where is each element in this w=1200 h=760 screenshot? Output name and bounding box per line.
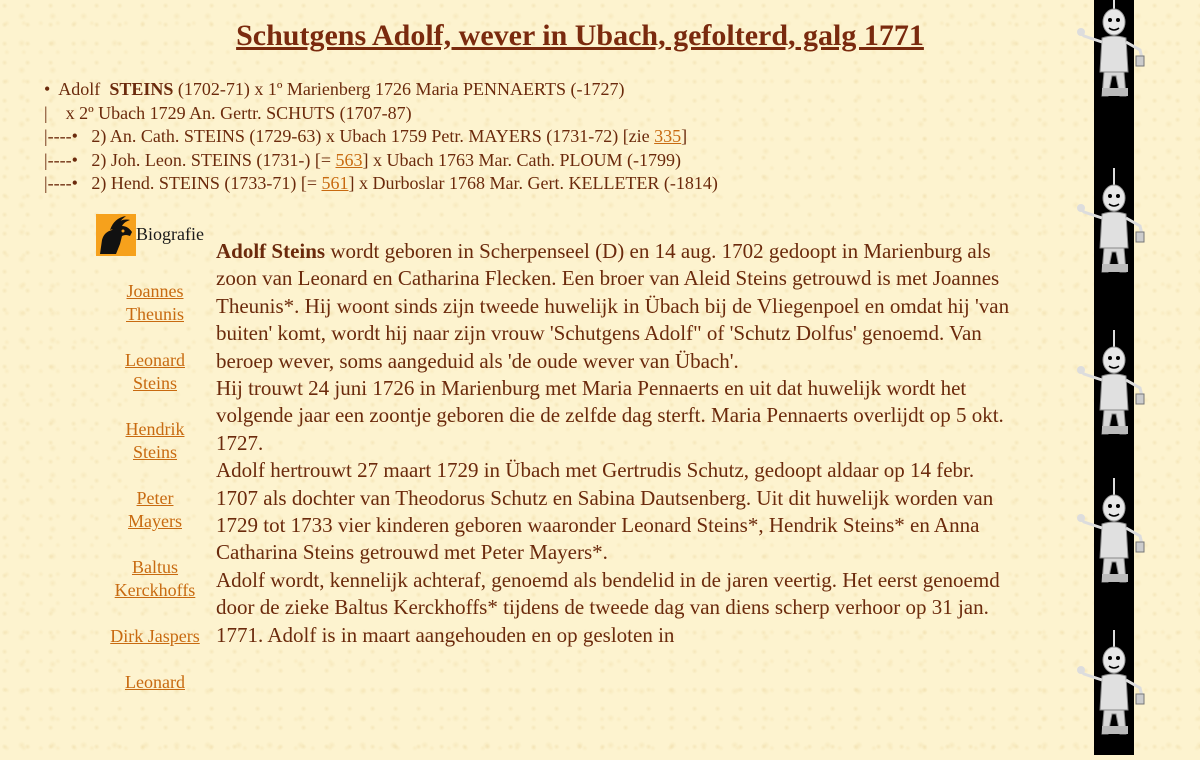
genealogy-text: ] x Ubach 1763 Mar. Cath. PLOUM (-1799) [362,149,681,170]
biography-paragraph: Adolf hertrouwt 27 maart 1729 in Übach met Gertrudis Schutz, gedoopt aldaar op 14 febr. 1707 als dochter van Theodorus Schutz en Sabina Dautsenberg. Uit dit huwelijk worden van 1729 tot 1733 vier kinderen geboren waaronder Leonard Steins*, Hendrik Steins* en Anna Catharina Steins getrouwd met Peter Mayers*. [216,458,994,565]
sidebar-link-baltus-kerckhoffs[interactable] [100,556,210,602]
gallows-figure-icon [1076,168,1148,293]
sidebar-link-line: Mayers [128,511,182,531]
genealogy-text: ] [681,126,688,146]
genealogy-text: • Adolf [44,79,110,99]
genealogy-tree [44,78,718,196]
biografie-header [96,214,214,256]
biography-subject-name: Adolf Steins [216,239,326,263]
genealogy-ref-link[interactable]: 335 [654,126,682,146]
sidebar-link-line: Steins [132,373,177,393]
genealogy-text: |----• 2) An. Cath. STEINS (1729-63) x Ubach 1759 Petr. MAYERS (1731-72) [zie [44,126,655,146]
biography-paragraph: Hij trouwt 24 juni 1726 in Marienburg met Maria Pennaerts en uit dat huwelijk wordt het volgende jaar een zoontje geboren die de zelfde dag sterft. Maria Pennaerts overlijdt op 5 okt. 1727. [216,376,1004,455]
sidebar-link-leonard[interactable] [100,671,210,694]
genealogy-line [44,102,718,126]
sidebar-link-joannes-theunis[interactable] [100,280,210,326]
sidebar-link-line: Peter [136,488,174,508]
sidebar-link-line: Leonard [125,672,185,692]
sidebar-link-line: Hendrik [125,419,185,439]
genealogy-text: |----• 2) Hend. STEINS (1733-71) [= [44,173,322,193]
genealogy-line [44,149,718,173]
sidebar-link-leonard-steins[interactable] [100,349,210,395]
genealogy-line [44,172,718,196]
sidebar-link-line: Joannes [126,281,184,301]
genealogy-text: (1702-71) x 1º Marienberg 1726 Maria PENNAERTS (-1727) [173,79,625,99]
genealogy-surname: STEINS [109,79,174,99]
biography-text [216,238,1016,649]
sidebar-link-line: Leonard [125,350,185,370]
genealogy-text: |----• 2) Joh. Leon. STEINS (1731-) [= [44,149,336,170]
gallows-figure-icon [1076,630,1148,755]
sidebar-link-dirk-jaspers[interactable] [100,625,210,648]
genealogy-text: | x 2º Ubach 1729 An. Gertr. SCHUTS (1707-87) [44,102,412,123]
biography-paragraph [216,238,1016,375]
sidebar-link-hendrik-steins[interactable] [100,418,210,464]
sidebar-link-line: Steins [132,442,177,462]
genealogy-text: ] x Durboslar 1768 Mar. Gert. KELLETER (-1814) [348,173,718,193]
sidebar-link-line: Kerckhoffs [114,580,196,600]
page-title: Schutgens Adolf, wever in Ubach, gefolterd, galg 1771 [236,19,924,52]
gallows-figure-icon [1076,0,1148,117]
gallows-figure-icon [1076,478,1148,603]
gallows-figure-icon [1076,330,1148,455]
goat-head-icon [96,214,136,256]
sidebar-link-line: Theunis [126,304,184,324]
sidebar-link-peter-mayers[interactable] [100,487,210,533]
genealogy-line [44,78,718,102]
genealogy-line [44,125,718,149]
sidebar-link-line: Baltus [131,557,178,577]
person-sidebar [100,280,210,717]
genealogy-ref-link[interactable]: 563 [335,149,363,170]
biography-paragraph-text: wordt geboren in Scherpenseel (D) en 14 aug. 1702 gedoopt in Marienburg als zoon van Leonard en Catharina Flecken. Een broer van Aleid Steins getrouwd is met Joannes Theunis*. Hij woont sinds zijn tweede huwelijk in Übach bij de Vliegenpoel en omdat hij 'van buiten' komt, wordt hij naar zijn vrouw 'Schutgens Adolf" of 'Schutz Dolfus' genoemd. Van beroep wever, soms aangeduid als 'de oude wever van Übach'. [216,239,1010,373]
genealogy-ref-link[interactable]: 561 [321,173,349,193]
sidebar-link-line: Dirk Jaspers [110,626,200,646]
biografie-label: Biografie [136,224,204,244]
biography-paragraph: Adolf wordt, kennelijk achteraf, genoemd als bendelid in de jaren veertig. Het eerst genoemd door de zieke Baltus Kerckhoffs* tijdens de tweede dag van diens scherp verhoor op 31 jan. 1771. Adolf is in maart aangehouden en op gesloten in [216,567,1000,647]
